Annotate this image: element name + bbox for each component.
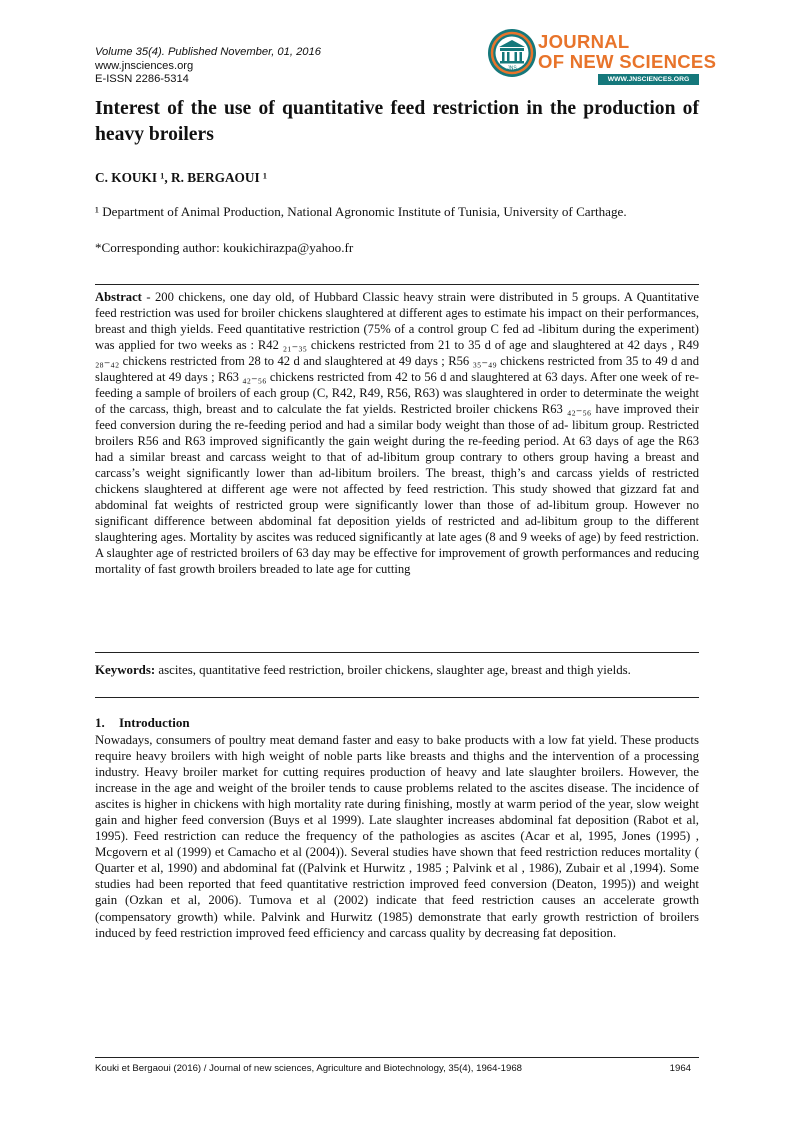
eissn: E-ISSN 2286-5314 xyxy=(95,73,189,85)
keywords-text: ascites, quantitative feed restriction, broiler chickens, slaughter age, breast and thigh yields. xyxy=(155,663,631,677)
journal-website: www.jnsciences.org xyxy=(95,59,194,72)
introduction-body: Nowadays, consumers of poultry meat demand faster and easy to bake products with a low fat yield. These products require heavy broilers with high weight of noble parts like breasts and thighs and the intervention of a processing industry. Heavy broiler market for cutting requires production of heavy and late slaughter broilers. However, the increase in the age and weight of the broiler tends to cause problems related to the ascites disease. The incidence of ascites is higher in chickens with high mortality rate during finishing, mostly at warm period of the year, slow weight gain and higher feed conversion (Buys et al 1999). Late slaughter increases abdominal fat deposition (Rabot et al, 1995). Feed restriction can reduce the frequency of the pathologies as ascites (Acar et al, 1995, Jones (1995) , Mcgovern et al (1999) et Camacho et al (2004)). Several studies have shown that feed restriction reduces mortality ( Quarter et al, 1990) and abdominal fat ((Palvink et Hurwitz , 1985 ; Palvink et al , 1986), Zubair et al ,1994). Some studies had been reported that feed quantitative restriction improved feed conversion (Deaton, 1995)) and weight gain (Ozkan et al, 2006). Tumova et al (2002) indicate that feed restriction causes an accelerate growth (compensatory growth) while. Palvink and Hurwitz (1985) demonstrate that early growth restriction of broilers induced by feed restriction improved feed efficiency and carcass quality by decreasing fat deposition. xyxy=(95,733,699,940)
footer-divider xyxy=(95,1057,699,1058)
section-number: 1. xyxy=(95,715,105,730)
article-title: Interest of the use of quantitative feed restriction in the production of heavy broilers xyxy=(95,98,699,145)
corresponding-author: *Corresponding author: koukichirazpa@yahoo.fr xyxy=(95,240,354,255)
journal-header-info xyxy=(95,46,321,87)
abstract-bottom-divider xyxy=(95,652,699,653)
abstract-text: - 200 chickens, one day old, of Hubbard Classic heavy strain were distributed in 5 groups. A Quantitative feed restriction was used for broiler chickens slaughtered at different ages to estimate his impact on their performances, breast and thigh yields. Feed quantitative restriction (75% of a control group C fed ad -libitum during the experiment) was applied for two weeks as : R42 ₂₁₋₃₅ chickens restricted from 21 to 35 d of age and slaughtered at 42 days , R49 ₂₈₋₄₂ chickens restricted from 28 to 42 d and slaughtered at 49 days ; R56 ₃₅₋₄₉ chickens restricted from 35 to 49 d and slaughtered at 49 days ; R63 ₄₂₋₅₆ chickens restricted from 42 to 56 d and slaughtered at 63 days. After one week of re-feeding a sample of broilers of each group (C, R42, R49, R56, R63) was slaughtered in order to determinate the weight of the carcass, thigh, breast and to calculate the fat yields. Restricted broiler chickens R63 ₄₂₋₅₆ have improved their feed conversion during the re-feeding period and had a similar body weight than those of ad- libitum group. Restricted broilers R56 and R63 improved significantly the gain weight during the re-feeding period. At 63 days of age the R63 had a similar breast and carcass weight to that of ad-libitum group contrary to others group having a breast and carcass’s weight significantly lower than ad-libitum broilers. The breast, thigh’s and carcass yields of restricted chickens slaughtered at different age were not affected by feed restriction. This study showed that gizzard fat and abdominal fat weights of restricted group were significantly lower than those of ad-libitum group. However no significant difference between abdominal fat deposition yields of restricted and ad-libitum group to the different slaughtering ages. Mortality by ascites was reduced significantly at late ages (8 and 9 weeks of age) by feed restriction. A slaughter age of restricted broilers of 63 day may be effective for improvement of growth performances and reducing mortality of fast growth broilers breaded to late age for cutting xyxy=(95,290,699,577)
keywords-bottom-divider xyxy=(95,697,699,698)
logo-title-line2: OF NEW SCIENCES xyxy=(538,51,717,72)
footer-citation: Kouki et Bergaoui (2016) / Journal of new sciences, Agriculture and Biotechnology, 35(4), 1964-1968 xyxy=(95,1063,523,1074)
logo-url-banner: WWW.JNSCIENCES.ORG xyxy=(598,74,699,85)
author-affiliation: ¹ Department of Animal Production, National Agronomic Institute of Tunisia, University of Carthage. xyxy=(95,204,627,219)
abstract-label: Abstract xyxy=(95,290,142,304)
abstract-top-divider xyxy=(95,284,699,285)
keywords-label: Keywords: xyxy=(95,663,156,677)
seal-text: JNS xyxy=(507,65,517,72)
journal-seal-icon xyxy=(487,28,537,78)
page-footer xyxy=(95,1063,699,1074)
abstract xyxy=(95,289,699,577)
page-number: 1964 xyxy=(669,1063,691,1074)
section-heading-introduction xyxy=(95,715,190,731)
author-list: C. KOUKI ¹, R. BERGAOUI ¹ xyxy=(95,170,267,185)
logo-title-line1: JOURNAL xyxy=(538,31,630,52)
section-title: Introduction xyxy=(119,715,190,730)
journal-logo xyxy=(487,28,717,86)
keywords xyxy=(95,662,699,678)
volume-info: Volume 35(4). Published November, 01, 2016 xyxy=(95,46,321,58)
